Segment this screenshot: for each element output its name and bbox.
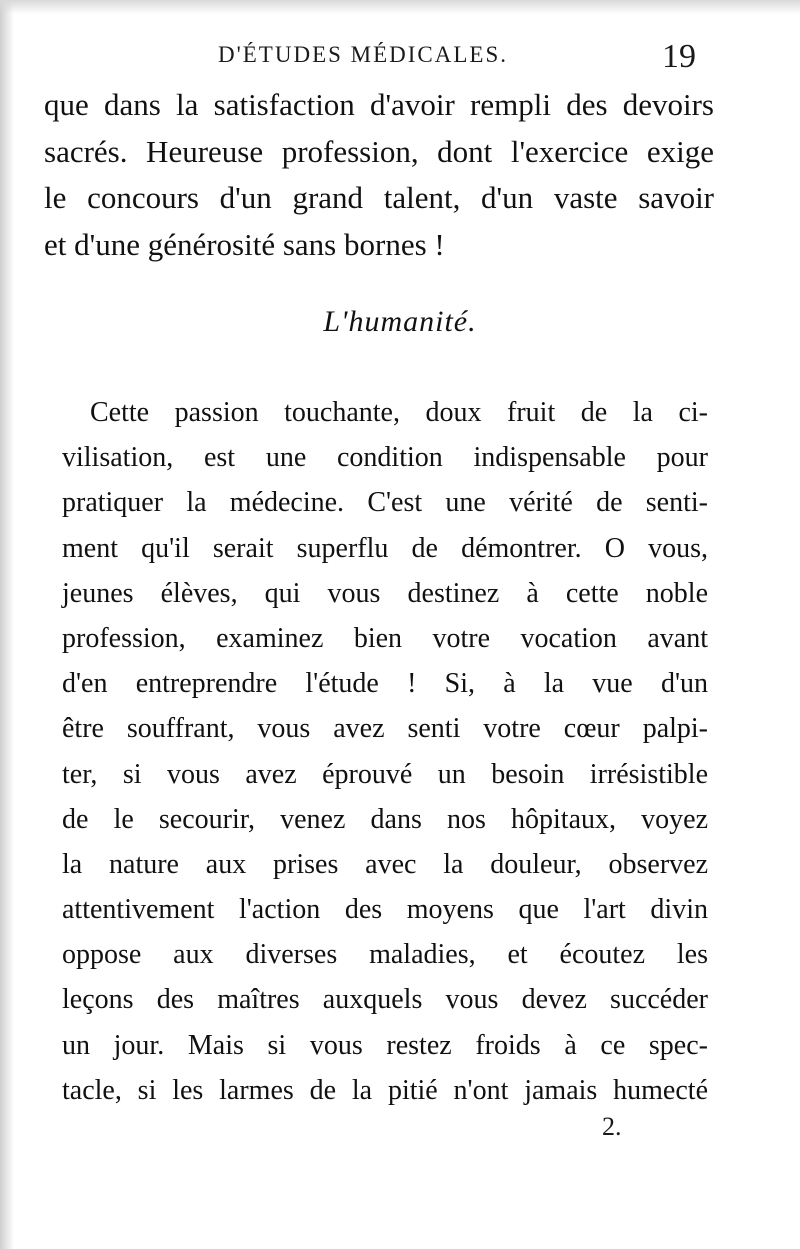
text-line: la nature aux prises avec la douleur, observez	[62, 848, 708, 880]
text-line: jeunes élèves, qui vous destinez à cette noble	[62, 577, 708, 609]
text-line: que dans la satisfaction d'avoir rempli des devoirs	[44, 87, 714, 122]
text-line: un jour. Mais si vous restez froids à ce spec-	[62, 1029, 708, 1061]
signature-mark: 2.	[602, 1112, 622, 1141]
text-line: sacrés. Heureuse profession, dont l'exercice exige	[44, 133, 714, 169]
text-line: tacle, si les larmes de la pitié n'ont jamais humecté	[62, 1074, 708, 1106]
text-line: ment qu'il serait superflu de démontrer. O vous,	[62, 532, 708, 564]
text-line: profession, examinez bien votre vocation avant	[62, 622, 708, 654]
running-title: D'ÉTUDES MÉDICALES.	[218, 42, 509, 67]
text-line: leçons des maîtres auxquels vous devez succéder	[62, 984, 708, 1016]
text-line: Cette passion touchante, doux fruit de la ci-	[90, 397, 708, 428]
text-line: oppose aux diverses maladies, et écoutez les	[62, 939, 708, 971]
text-line: de le secourir, venez dans nos hôpitaux, voyez	[62, 803, 708, 835]
running-head	[0, 38, 800, 78]
text-line: et d'une générosité sans bornes !	[44, 226, 445, 262]
page-number: 19	[662, 38, 696, 75]
text-line: pratiquer la médecine. C'est une vérité de senti-	[62, 487, 708, 519]
section-heading: L'humanité.	[323, 305, 477, 338]
paragraph-humanite	[62, 390, 708, 1113]
page-edge-shadow	[0, 0, 14, 1249]
paragraph-continued	[44, 82, 714, 268]
text-line: d'en entreprendre l'étude ! Si, à la vue d'un	[62, 668, 708, 700]
text-line: être souffrant, vous avez senti votre cœur palpi-	[62, 713, 708, 745]
text-line: ter, si vous avez éprouvé un besoin irrésistible	[62, 758, 708, 790]
text-line: vilisation, est une condition indispensable pour	[62, 442, 708, 474]
text-line: attentivement l'action des moyens que l'art divin	[62, 894, 708, 926]
text-line: le concours d'un grand talent, d'un vaste savoir	[44, 180, 714, 215]
page-top-shadow	[0, 0, 800, 14]
